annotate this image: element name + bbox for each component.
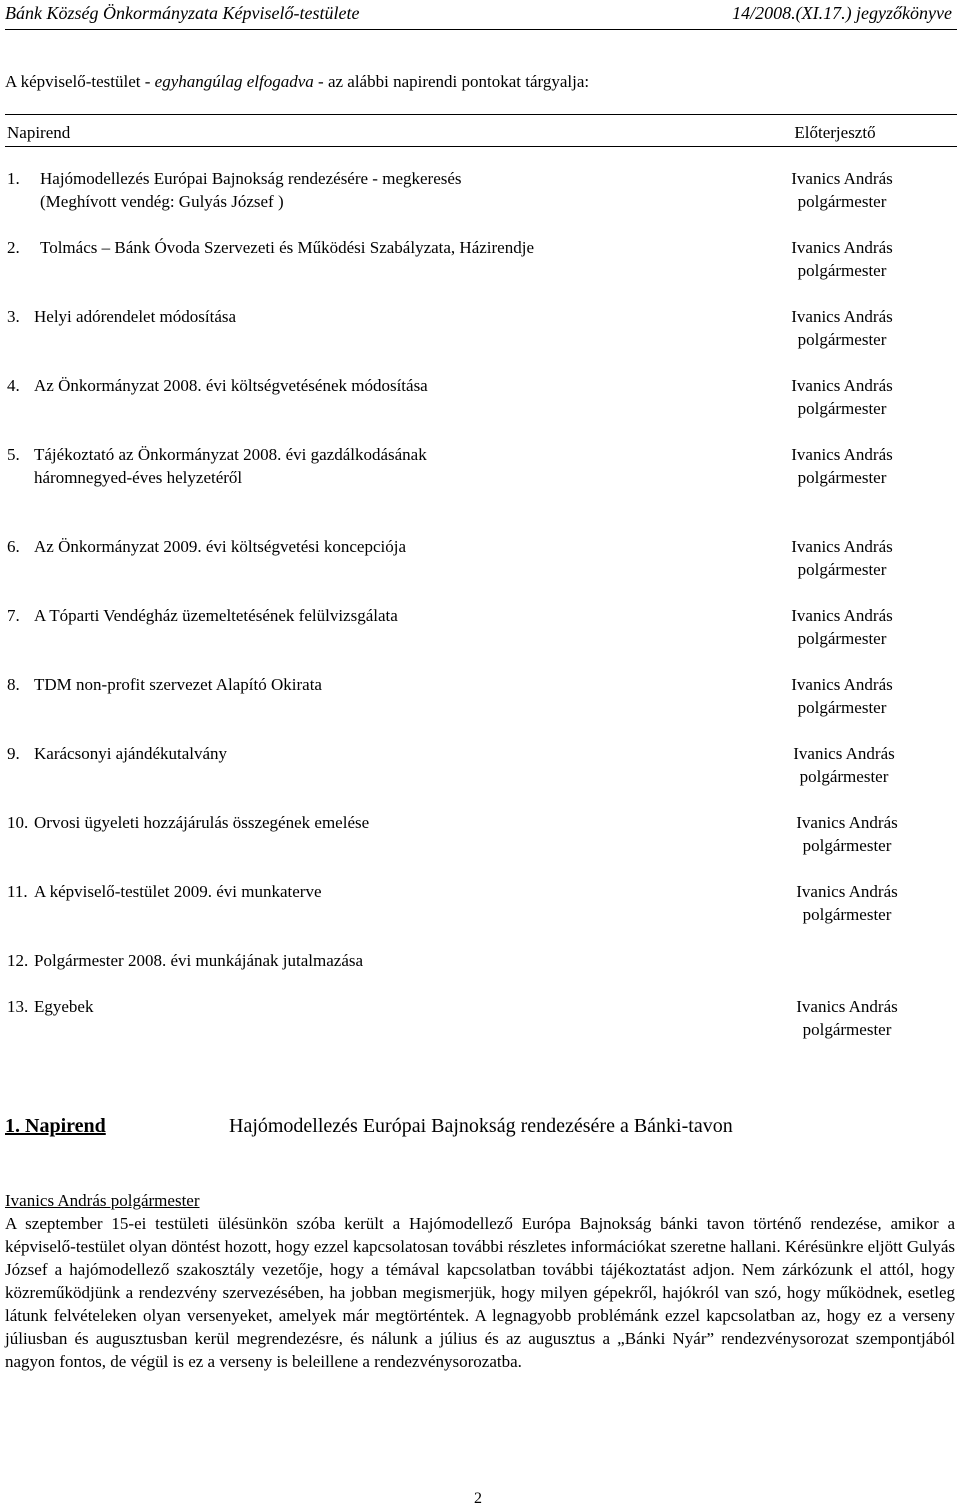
intro-line <box>5 70 589 93</box>
presenter-name: Ivanics András <box>791 675 893 694</box>
agenda-item-number: 8. <box>7 675 20 694</box>
intro-prefix: A képviselő-testület - <box>5 72 155 91</box>
presenter-name: Ivanics András <box>791 238 893 257</box>
agenda-item-title: Helyi adórendelet módosítása <box>34 307 237 326</box>
presenter-name: Ivanics András <box>793 744 895 763</box>
presenter-name: Ivanics András <box>796 882 898 901</box>
presenter-role: polgármester <box>797 192 887 211</box>
presenter-name: Ivanics András <box>791 445 893 464</box>
agenda-item-title: Polgármester 2008. évi munkájának jutalmazása <box>34 951 364 970</box>
header-record-number: 14/2008.(XI.17.) jegyzőkönyve <box>732 3 952 23</box>
agenda-item-title: Hajómodellezés Európai Bajnokság rendezésére - megkeresés <box>40 169 462 188</box>
table-header-rule <box>5 146 957 147</box>
agenda-item-title: Tolmács – Bánk Óvoda Szervezeti és Működési Szabályzata, Házirendje <box>40 238 534 257</box>
agenda-item-number: 10. <box>7 813 29 832</box>
presenter-name: Ivanics András <box>791 169 893 188</box>
section-title: Hajómodellezés Európai Bajnokság rendezésére a Bánki-tavon <box>229 1115 733 1137</box>
agenda-item-number: 7. <box>7 606 20 625</box>
agenda-item-number: 12. <box>7 951 29 970</box>
agenda-item-title: Az Önkormányzat 2008. évi költségvetésének módosítása <box>34 376 428 395</box>
agenda-item-title: Karácsonyi ajándékutalvány <box>34 744 228 763</box>
agenda-item-number: 2. <box>7 238 20 257</box>
agenda-item-subtitle: (Meghívott vendég: Gulyás József ) <box>40 192 284 211</box>
presenter-role: polgármester <box>802 905 892 924</box>
presenter-name: Ivanics András <box>796 813 898 832</box>
agenda-item-title: Orvosi ügyeleti hozzájárulás összegének emelése <box>34 813 370 832</box>
presenter-role: polgármester <box>797 468 887 487</box>
presenter-name: Ivanics András <box>796 997 898 1016</box>
header-title: Bánk Község Önkormányzata Képviselő-testülete <box>5 3 360 23</box>
presenter-role: polgármester <box>799 767 889 786</box>
agenda-item-number: 11. <box>7 882 28 901</box>
presenter-role: polgármester <box>797 330 887 349</box>
agenda-column-presenter: Előterjesztő <box>794 123 876 142</box>
agenda-item-number: 3. <box>7 307 20 326</box>
presenter-role: polgármester <box>797 629 887 648</box>
agenda-item-number: 4. <box>7 376 20 395</box>
agenda-item-number: 6. <box>7 537 20 556</box>
section-paragraph: A szeptember 15-ei testületi ülésünkön szóba került a Hajómodellező Európa Bajnokság bánki tavon történő rendezése, amikor a képviselő-testület olyan döntést hozott, hogy ezzel kapcsolatosan további részletes információkat szeretne hallani. Kérésünkre eljött Gulyás József a hajómodellező szakosztály vezetője, hogy a témával kapcsolatban további tájékoztatást adjon. Nem zárkózunk el attól, hogy közreműködjünk a rendezvény szervezésében, ha jobban megismerjük, hogy milyen gépekről, hajókról van szó, hogy működnek, esetleg látunk felvételeken olyan versenyeket, amelyek már megtörténtek. A legnagyobb problémánk ezzel kapcsolatban az, hogy ez a verseny júliusban és augusztusban kerül megrendezésre, és nálunk a július és az augusztus a „Bánki Nyár” rendezvénysorozat szempontjából nagyon fontos, de végül is ez a verseny is beleillene a rendezvénysorozatba. <box>5 1214 955 1371</box>
presenter-role: polgármester <box>797 399 887 418</box>
agenda-item-title: Tájékoztató az Önkormányzat 2008. évi gazdálkodásának <box>34 445 427 464</box>
presenter-name: Ivanics András <box>791 537 893 556</box>
presenter-role: polgármester <box>802 836 892 855</box>
presenter-name: Ivanics András <box>791 307 893 326</box>
agenda-item-number: 13. <box>7 997 29 1016</box>
agenda-item-title: Egyebek <box>34 997 94 1016</box>
presenter-role: polgármester <box>797 560 887 579</box>
agenda-item-title: A Tóparti Vendégház üzemeltetésének felülvizsgálata <box>34 606 398 625</box>
agenda-item-number: 1. <box>7 169 20 188</box>
presenter-name: Ivanics András <box>791 376 893 395</box>
intro-suffix: - az alábbi napirendi pontokat tárgyalja: <box>313 72 590 91</box>
agenda-item-number: 9. <box>7 744 20 763</box>
agenda-item-number: 5. <box>7 445 20 464</box>
page-header <box>5 3 957 30</box>
presenter-role: polgármester <box>797 698 887 717</box>
speaker-name: Ivanics András polgármester <box>5 1191 200 1210</box>
agenda-item-subtitle: háromnegyed-éves helyzetéről <box>34 468 243 487</box>
presenter-role: polgármester <box>797 261 887 280</box>
presenter-role: polgármester <box>802 1020 892 1039</box>
section-label: 1. Napirend <box>5 1115 106 1137</box>
intro-emphasis: egyhangúlag elfogadva <box>154 72 314 91</box>
agenda-item-title: TDM non-profit szervezet Alapító Okirata <box>34 675 322 694</box>
presenter-name: Ivanics András <box>791 606 893 625</box>
table-top-rule <box>5 114 957 115</box>
agenda-item-title: A képviselő-testület 2009. évi munkaterve <box>34 882 322 901</box>
agenda-column-item: Napirend <box>7 123 71 142</box>
agenda-item-title: Az Önkormányzat 2009. évi költségvetési koncepciója <box>34 537 406 556</box>
page-number: 2 <box>474 1490 482 1507</box>
